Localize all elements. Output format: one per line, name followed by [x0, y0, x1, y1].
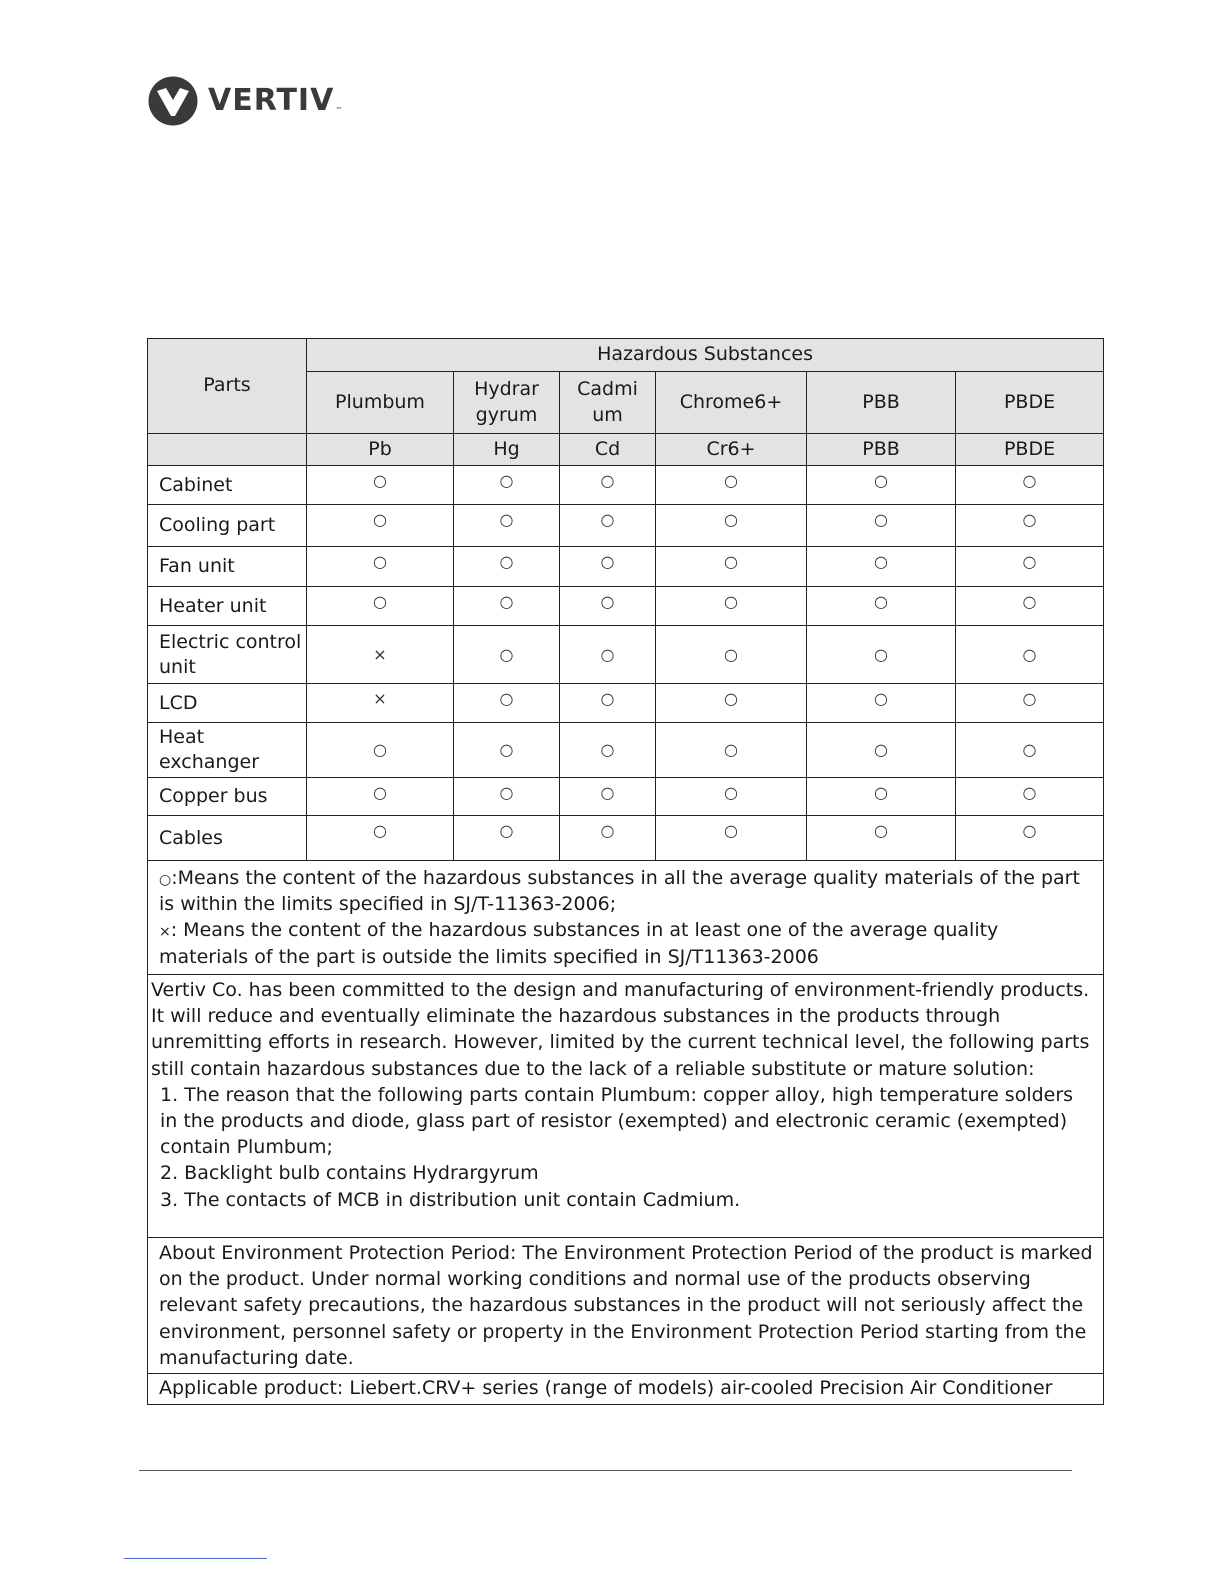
legend-row	[148, 861, 1104, 975]
substance-mark: ○	[307, 816, 454, 861]
substance-name: Cadmi um	[560, 372, 656, 434]
applicable-row	[148, 1373, 1104, 1404]
substance-mark: ○	[807, 626, 956, 684]
substance-mark: ○	[656, 778, 807, 816]
substance-name: Plumbum	[307, 372, 454, 434]
substance-mark: ○	[656, 547, 807, 587]
substance-mark: ○	[656, 505, 807, 547]
substance-mark: ×	[307, 626, 454, 684]
part-name: Copper bus	[148, 778, 307, 816]
substance-symbol: Cd	[560, 434, 656, 466]
substance-mark: ○	[307, 587, 454, 626]
substance-symbol: Cr6+	[656, 434, 807, 466]
commitment-cell	[148, 974, 1104, 1237]
substance-mark: ○	[560, 505, 656, 547]
table-row	[148, 587, 1104, 626]
substance-mark: ○	[807, 723, 956, 778]
footer-divider	[139, 1470, 1072, 1471]
table-row	[148, 547, 1104, 587]
commitment-row	[148, 974, 1104, 1237]
substance-mark: ○	[560, 778, 656, 816]
substance-mark: ○	[956, 626, 1104, 684]
substance-mark: ○	[956, 547, 1104, 587]
substance-mark: ○	[560, 466, 656, 505]
table-row	[148, 466, 1104, 505]
substance-mark: ○	[560, 547, 656, 587]
substance-mark: ○	[807, 505, 956, 547]
substance-name: Hydrar gyrum	[454, 372, 560, 434]
table-row	[148, 505, 1104, 547]
legend-cell	[148, 861, 1104, 975]
part-name: LCD	[148, 684, 307, 723]
parts-header-spacer	[148, 434, 307, 466]
substance-mark: ○	[956, 816, 1104, 861]
substance-symbol: PBB	[807, 434, 956, 466]
substance-symbol-row	[148, 434, 1104, 466]
parts-header: Parts	[148, 339, 307, 434]
substance-symbol: PBDE	[956, 434, 1104, 466]
substance-name: PBDE	[956, 372, 1104, 434]
cross-symbol: ×	[159, 924, 171, 941]
commitment-item: 3. The contacts of MCB in distribution unit contain Cadmium.	[160, 1188, 741, 1211]
substance-mark: ○	[560, 587, 656, 626]
substance-mark: ○	[807, 778, 956, 816]
substance-name: Chrome6+	[656, 372, 807, 434]
legend-cross	[159, 917, 1093, 969]
legend-circle	[159, 865, 1093, 917]
substance-mark: ○	[454, 626, 560, 684]
substance-mark: ○	[956, 505, 1104, 547]
substance-mark: ○	[307, 466, 454, 505]
substance-mark: ○	[807, 547, 956, 587]
table-row	[148, 816, 1104, 861]
substance-mark: ○	[454, 587, 560, 626]
part-name: Cables	[148, 816, 307, 861]
substance-mark: ○	[807, 816, 956, 861]
part-name: Cooling part	[148, 505, 307, 547]
substance-mark: ○	[307, 778, 454, 816]
substance-mark: ○	[956, 778, 1104, 816]
substance-mark: ○	[956, 723, 1104, 778]
vertiv-emblem-icon	[148, 75, 198, 127]
circle-symbol: ○	[159, 872, 172, 888]
substance-mark: ○	[454, 723, 560, 778]
substance-mark: ○	[454, 466, 560, 505]
substance-symbol: Hg	[454, 434, 560, 466]
substance-mark: ○	[454, 684, 560, 723]
substance-mark: ○	[307, 505, 454, 547]
legend-circle-text: :Means the content of the hazardous substances in all the average quality materials of the part is within the limits specified in SJ/T-11363-2006;	[159, 867, 1080, 916]
substance-mark: ○	[956, 466, 1104, 505]
substance-mark: ○	[454, 505, 560, 547]
table-row	[148, 684, 1104, 723]
substance-mark: ○	[560, 723, 656, 778]
substance-mark: ○	[656, 587, 807, 626]
part-name: Electric control unit	[148, 626, 307, 684]
part-name: Fan unit	[148, 547, 307, 587]
substance-mark: ○	[454, 816, 560, 861]
commitment-item: 2. Backlight bulb contains Hydrargyrum	[160, 1162, 539, 1185]
substance-mark: ○	[656, 723, 807, 778]
hazardous-substances-table	[147, 338, 1104, 1405]
table-row	[148, 626, 1104, 684]
legend-cross-text: : Means the content of the hazardous substances in at least one of the average quality materials of the part is outside the limits specified in SJ/T11363-2006	[159, 919, 999, 968]
substance-mark: ○	[454, 547, 560, 587]
substance-mark: ○	[560, 626, 656, 684]
part-name: Heater unit	[148, 587, 307, 626]
trademark-mark: ™	[335, 106, 343, 114]
substance-mark: ○	[307, 547, 454, 587]
environment-protection-text: About Environment Protection Period: The Environment Protection Period of the product is marked on the product. Under normal working conditions and normal use of the products observing relevant safety precautions, the hazardous substances in the product will not seriously affect the environment, personnel safety or property in the Environment Protection Period starting from the manufacturing date.	[148, 1237, 1104, 1373]
substance-mark: ○	[307, 723, 454, 778]
hazardous-substances-header: Hazardous Substances	[307, 339, 1104, 372]
brand-name: VERTIV	[208, 83, 335, 118]
commitment-intro: Vertiv Co. has been committed to the design and manufacturing of environment-friendly products. It will reduce and eventually eliminate the hazardous substances in the products through unremitting efforts in research. However, limited by the current technical level, the following parts still contain hazardous substances due to the lack of a reliable substitute or mature solution:	[151, 978, 1090, 1080]
footer-link-underline[interactable]	[124, 1558, 267, 1559]
substance-mark: ○	[807, 684, 956, 723]
substance-mark: ○	[656, 816, 807, 861]
applicable-product-text: Applicable product: Liebert.CRV+ series (range of models) air-cooled Precision Air Conditioner	[148, 1373, 1104, 1404]
substance-mark: ○	[807, 587, 956, 626]
substance-mark: ○	[454, 778, 560, 816]
commitment-item: 1. The reason that the following parts contain Plumbum: copper alloy, high temperature solders in the products and diode, glass part of resistor (exempted) and electronic ceramic (exempted) contain Plumbum;	[160, 1083, 1074, 1159]
substance-mark: ○	[956, 587, 1104, 626]
part-name: Heat exchanger	[148, 723, 307, 778]
environment-row	[148, 1237, 1104, 1373]
substance-mark: ○	[956, 684, 1104, 723]
substance-mark: ×	[307, 684, 454, 723]
table-row	[148, 723, 1104, 778]
substance-mark: ○	[560, 684, 656, 723]
substance-mark: ○	[560, 816, 656, 861]
substance-mark: ○	[656, 684, 807, 723]
table-row	[148, 778, 1104, 816]
substance-mark: ○	[656, 626, 807, 684]
vertiv-logo	[148, 74, 342, 128]
substance-mark: ○	[656, 466, 807, 505]
substance-symbol: Pb	[307, 434, 454, 466]
substance-mark: ○	[807, 466, 956, 505]
substance-name: PBB	[807, 372, 956, 434]
part-name: Cabinet	[148, 466, 307, 505]
